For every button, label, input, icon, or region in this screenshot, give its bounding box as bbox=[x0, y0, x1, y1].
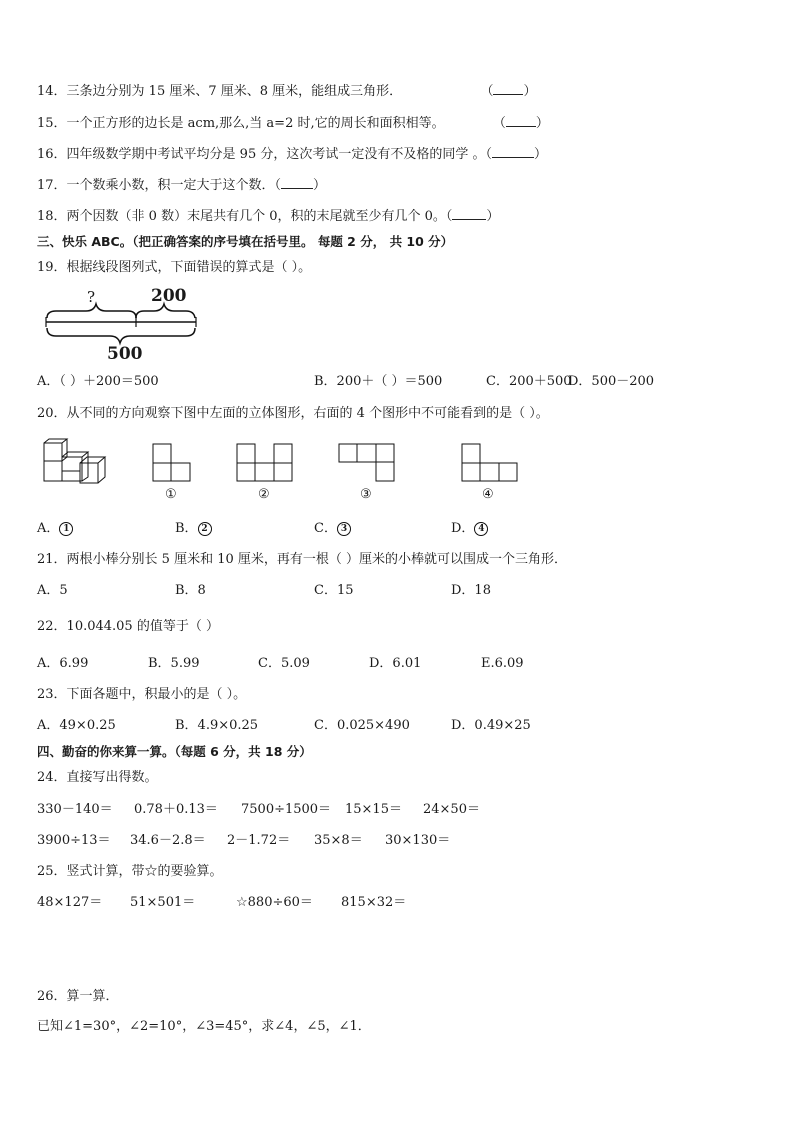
q19-option-b[interactable]: B．200＋（ ）＝500 bbox=[314, 374, 443, 389]
circled-4-icon: 4 bbox=[474, 522, 488, 536]
q21-option-b[interactable]: B．8 bbox=[175, 583, 206, 598]
q23-option-b[interactable]: B．4.9×0.25 bbox=[175, 718, 259, 733]
question-16: 16．四年级数学期中考试平均分是 95 分，这次考试一定没有不及格的同学 。（ ） bbox=[37, 147, 547, 162]
q22-option-a[interactable]: A．6.99 bbox=[37, 656, 89, 671]
label-question-mark: ? bbox=[87, 288, 96, 306]
question-17: 17．一个数乘小数，积一定大于这个数．（ ） bbox=[37, 178, 327, 193]
q21-option-c[interactable]: C．15 bbox=[314, 583, 354, 598]
q24-item: 30×130＝ bbox=[385, 833, 451, 848]
question-20-stem: 20．从不同的方向观察下图中左面的立体图形，右面的 4 个图形中不可能看到的是（ ）。 bbox=[37, 406, 549, 421]
question-26-given: 已知∠1=30°，∠2=10°，∠3=45°，求∠4，∠5，∠1． bbox=[37, 1019, 371, 1034]
q23-option-d[interactable]: D．0.49×25 bbox=[451, 718, 531, 733]
figure-label-1: ① bbox=[165, 487, 177, 502]
q23-option-c[interactable]: C．0.025×490 bbox=[314, 718, 410, 733]
q20-option-d[interactable]: D． 4 bbox=[451, 520, 488, 538]
q21-option-a[interactable]: A．5 bbox=[37, 583, 68, 598]
label-200: 200 bbox=[151, 286, 187, 306]
q22-option-e[interactable]: E.6.09 bbox=[481, 656, 524, 671]
section-3-heading: 三、快乐 ABC。（把正确答案的序号填在括号里。 每题 2 分， 共 10 分） bbox=[37, 234, 454, 249]
q20-option-a[interactable]: A． 1 bbox=[37, 520, 73, 538]
question-23-stem: 23．下面各题中，积最小的是（ ）。 bbox=[37, 687, 247, 702]
q19-option-a[interactable]: A．（ ）＋200＝500 bbox=[37, 374, 159, 389]
answer-blank-14[interactable] bbox=[493, 82, 523, 95]
lower-brace-500 bbox=[47, 328, 195, 343]
figure-label-3: ③ bbox=[360, 487, 372, 502]
q25-item: 48×127＝ bbox=[37, 895, 103, 910]
q21-option-d[interactable]: D．18 bbox=[451, 583, 491, 598]
view-figure-1 bbox=[152, 443, 192, 483]
q20-option-b[interactable]: B． 2 bbox=[175, 520, 212, 538]
figure-label-4: ④ bbox=[482, 487, 494, 502]
q24-item: 15×15＝ bbox=[345, 802, 402, 817]
circled-2-icon: 2 bbox=[198, 522, 212, 536]
answer-blank-17[interactable] bbox=[281, 176, 313, 189]
circled-3-icon: 3 bbox=[337, 522, 351, 536]
q20-option-c[interactable]: C． 3 bbox=[314, 520, 351, 538]
q25-item: 815×32＝ bbox=[341, 895, 407, 910]
q24-item: 34.6－2.8＝ bbox=[130, 833, 206, 848]
question-14: 14．三条边分别为 15 厘米、7 厘米、8 厘米，能组成三角形． （ ） bbox=[37, 84, 537, 99]
q19-option-d[interactable]: D．500－200 bbox=[568, 374, 655, 389]
q24-item: 330－140＝ bbox=[37, 802, 113, 817]
figure-label-2: ② bbox=[258, 487, 270, 502]
answer-blank-18[interactable] bbox=[452, 207, 486, 220]
q19-option-c[interactable]: C．200＋500 bbox=[486, 374, 572, 389]
q22-option-b[interactable]: B．5.99 bbox=[148, 656, 200, 671]
q25-item: ☆880÷60＝ bbox=[236, 895, 313, 910]
view-figure-3 bbox=[338, 443, 396, 483]
view-figure-4 bbox=[461, 443, 519, 483]
upper-brace-unknown bbox=[47, 304, 136, 318]
q23-option-a[interactable]: A．49×0.25 bbox=[37, 718, 116, 733]
view-figure-2 bbox=[236, 443, 294, 483]
question-18: 18．两个因数（非 0 数）末尾共有几个 0，积的末尾就至少有几个 0。（ ） bbox=[37, 209, 500, 224]
question-24-stem: 24．直接写出得数。 bbox=[37, 770, 158, 785]
question-15: 15．一个正方形的边长是 acm,那么,当 a=2 时,它的周长和面积相等。 （ ） bbox=[37, 116, 549, 131]
q22-option-c[interactable]: C．5.09 bbox=[258, 656, 310, 671]
q24-item: 2－1.72＝ bbox=[227, 833, 291, 848]
label-500: 500 bbox=[107, 344, 143, 364]
q24-item: 24×50＝ bbox=[423, 802, 480, 817]
question-22-stem: 22．10.044.05 的值等于（ ） bbox=[37, 619, 219, 634]
question-21-stem: 21．两根小棒分别长 5 厘米和 10 厘米，再有一根（ ）厘米的小棒就可以围成一个三角形． bbox=[37, 552, 568, 567]
q24-item: 7500÷1500＝ bbox=[241, 802, 332, 817]
question-19-stem: 19．根据线段图列式，下面错误的算式是（ ）。 bbox=[37, 260, 312, 275]
upper-brace-200 bbox=[136, 304, 195, 318]
q24-item: 35×8＝ bbox=[314, 833, 363, 848]
question-26-stem: 26．算一算． bbox=[37, 989, 119, 1004]
answer-blank-15[interactable] bbox=[506, 114, 536, 127]
answer-blank-16[interactable] bbox=[492, 145, 534, 158]
q22-option-d[interactable]: D．6.01 bbox=[369, 656, 422, 671]
q24-item: 0.78＋0.13＝ bbox=[134, 802, 218, 817]
solid-figure-3d bbox=[42, 437, 108, 487]
circled-1-icon: 1 bbox=[59, 522, 73, 536]
q25-item: 51×501＝ bbox=[130, 895, 196, 910]
section-4-heading: 四、勤奋的你来算一算。（每题 6 分，共 18 分） bbox=[37, 744, 312, 759]
q24-item: 3900÷13＝ bbox=[37, 833, 111, 848]
question-25-stem: 25．竖式计算，带☆的要验算。 bbox=[37, 864, 223, 879]
